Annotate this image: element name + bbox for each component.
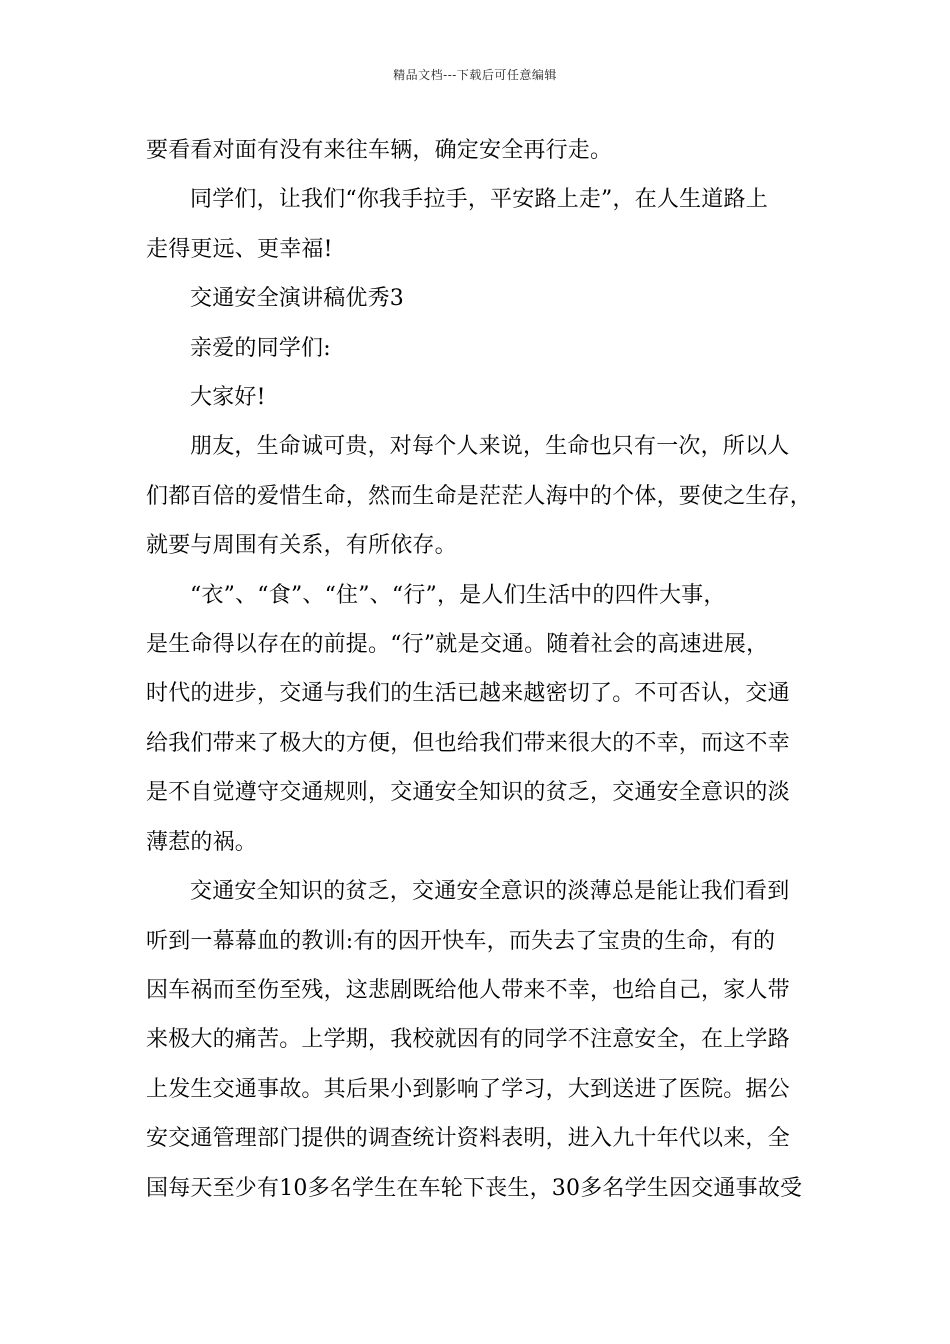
paragraph-line: 给我们带来了极大的方便，但也给我们带来很大的不幸，而这不幸 xyxy=(146,730,790,756)
paragraph-8 xyxy=(146,867,818,1213)
paragraph-line: 走得更远、更幸福! xyxy=(146,236,333,262)
document-body xyxy=(146,126,818,1213)
page-header: 精品文档---下载后可任意编辑 xyxy=(393,68,557,82)
paragraph-6 xyxy=(146,422,818,570)
paragraph-7 xyxy=(146,571,818,867)
section-title xyxy=(146,274,818,323)
paragraph-line: 要看看对面有没有来往车辆，确定安全再行走。 xyxy=(146,138,613,163)
paragraph-line: 国每天至少有10多名学生在车轮下丧生，30多名学生因交通事故受 xyxy=(146,1175,803,1201)
paragraph-line: 安交通管理部门提供的调查统计资料表明，进入九十年代以来，全 xyxy=(146,1126,790,1152)
paragraph-line: 是生命得以存在的前提。“行”就是交通。随着社会的高速进展， xyxy=(146,632,769,658)
paragraph-line: 交通安全知识的贫乏，交通安全意识的淡薄总是能让我们看到 xyxy=(190,879,790,905)
paragraph-line: “衣”、“食”、“住”、“行”，是人们生活中的四件大事， xyxy=(190,582,726,608)
paragraph-line: 同学们，让我们“你我手拉手，平安路上走”，在人生道路上 xyxy=(190,187,768,213)
paragraph-line: 们都百倍的爱惜生命，然而生命是茫茫人海中的个体，要使之生存， xyxy=(146,483,813,509)
paragraph-2 xyxy=(146,175,818,274)
paragraph-line: 听到一幕幕血的教训:有的因开快车，而失去了宝贵的生命，有的 xyxy=(146,928,776,954)
section-title-text: 交通安全演讲稿优秀3 xyxy=(190,286,404,312)
paragraph-line: 时代的进步，交通与我们的生活已越来越密切了。不可否认，交通 xyxy=(146,681,790,707)
greeting xyxy=(146,373,818,422)
greeting-text: 大家好! xyxy=(190,385,266,411)
salutation-text: 亲爱的同学们: xyxy=(190,335,331,361)
paragraph-line: 薄惹的祸。 xyxy=(146,829,258,855)
paragraph-line: 就要与周围有关系，有所依存。 xyxy=(146,533,457,559)
paragraph-line: 是不自觉遵守交通规则，交通安全知识的贫乏，交通安全意识的淡 xyxy=(146,780,790,806)
paragraph-line: 来极大的痛苦。上学期，我校就因有的同学不注意安全，在上学路 xyxy=(146,1027,790,1053)
paragraph-line: 朋友，生命诚可贵，对每个人来说，生命也只有一次，所以人 xyxy=(190,434,790,460)
salutation xyxy=(146,324,818,373)
paragraph-1 xyxy=(146,126,818,175)
paragraph-line: 上发生交通事故。其后果小到影响了学习，大到送进了医院。据公 xyxy=(146,1076,790,1102)
paragraph-line: 因车祸而至伤至残，这悲剧既给他人带来不幸，也给自己，家人带 xyxy=(146,977,790,1003)
